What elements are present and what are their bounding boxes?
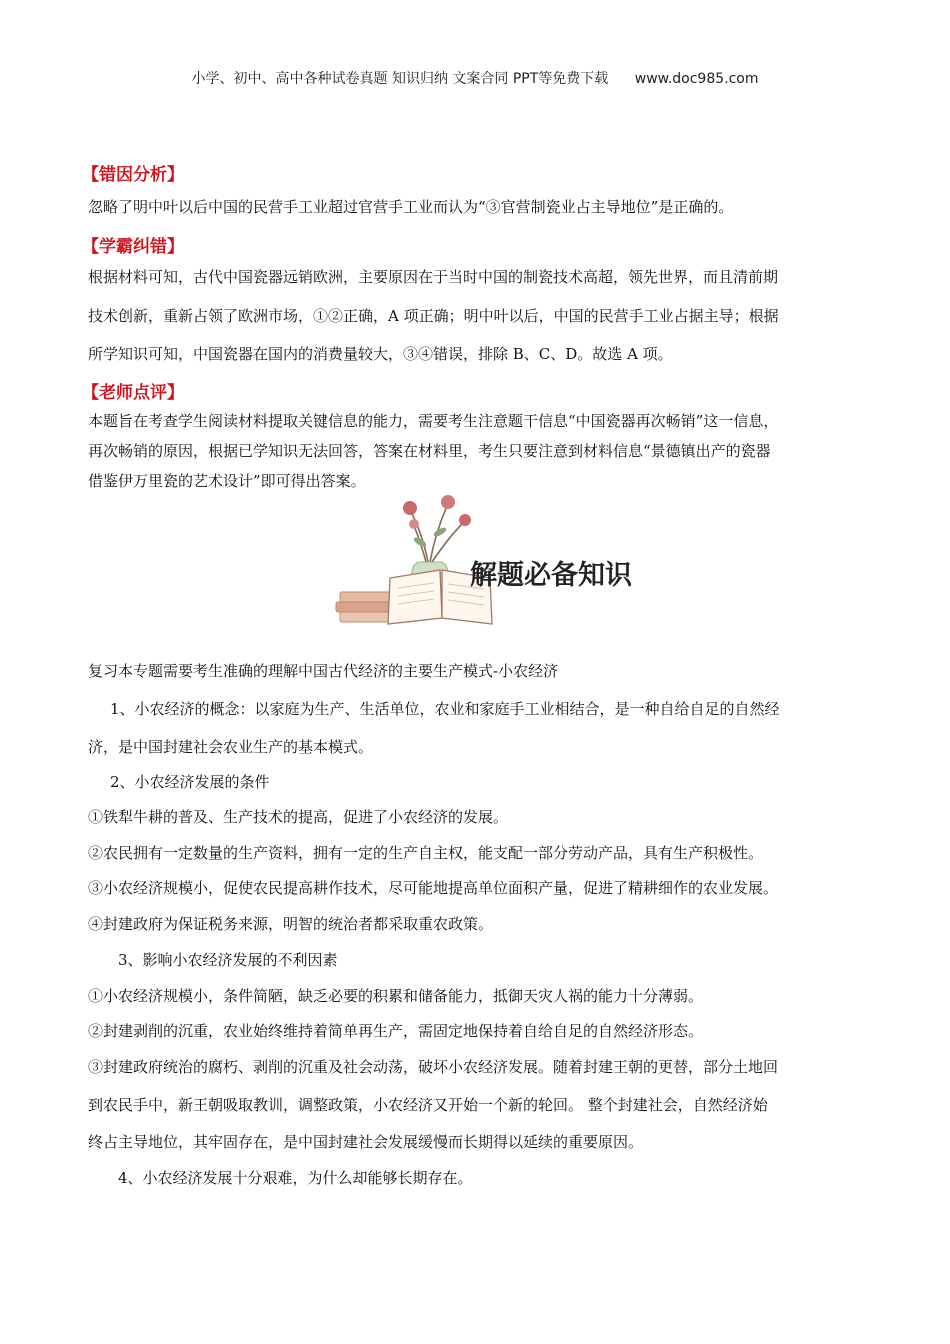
obstacles-item: 终占主导地位，其牢固存在，是中国封建社会发展缓慢而长期得以延续的重要原因。 [88, 1133, 644, 1151]
obstacles-item: ③封建政府统治的腐朽、剥削的沉重及社会动荡，破坏小农经济发展。随着封建王朝的更替，部分土地回 [88, 1058, 779, 1076]
banner-title: 解题必备知识 [470, 560, 632, 591]
obstacles-title: 3、影响小农经济发展的不利因素 [118, 951, 338, 969]
error-analysis-text: 忽略了明中叶以后中国的民营手工业超过官营手工业而认为“③官营制瓷业占主导地位”是正确的。 [88, 198, 734, 216]
conditions-title: 2、小农经济发展的条件 [110, 773, 270, 791]
conditions-item: ③小农经济规模小，促使农民提高耕作技术，尽可能地提高单位面积产量，促进了精耕细作的农业发展。 [88, 879, 779, 897]
flower-heads [403, 495, 471, 529]
obstacles-item: 到农民手中，新王朝吸取教训，调整政策，小农经济又开始一个新的轮回。 整个封建社会，自然经济始 [88, 1096, 768, 1114]
concept-line: 济，是中国封建社会农业生产的基本模式。 [88, 738, 374, 756]
conditions-item: ②农民拥有一定数量的生产资料，拥有一定的生产自主权，能支配一部分劳动产品，具有生产积极性。 [88, 844, 764, 862]
page-header [0, 68, 950, 88]
error-analysis-title: 【错因分析】 [82, 165, 184, 185]
teacher-comment-line: 再次畅销的原因，根据已学知识无法回答，答案在材料里，考生只要注意到材料信息“景德镇出产的瓷器 [88, 442, 771, 460]
header-url[interactable]: www.doc985.com [634, 71, 759, 87]
obstacles-item: ②封建剥削的沉重，农业始终维持着简单再生产，需固定地保持着自给自足的自然经济形态。 [88, 1022, 704, 1040]
header-text: 小学、初中、高中各种试卷真题 知识归纳 文案合同 PPT等免费下载 [191, 71, 609, 87]
persistence-title: 4、小农经济发展十分艰难，为什么却能够长期存在。 [118, 1169, 473, 1187]
obstacles-item: ①小农经济规模小，条件简陋，缺乏必要的积累和储备能力，抵御天灾人祸的能力十分薄弱。 [88, 987, 704, 1005]
teacher-comment-line: 借鉴伊万里瓷的艺术设计”即可得出答案。 [88, 472, 366, 490]
conditions-item: ④封建政府为保证税务来源，明智的统治者都采取重农政策。 [88, 915, 494, 933]
correction-line: 所学知识可知，中国瓷器在国内的消费量较大，③④错误，排除 B、C、D。故选 A 项。 [88, 345, 673, 363]
concept-line: 1、小农经济的概念：以家庭为生产、生活单位，农业和家庭手工业相结合，是一种自给自足的自然经 [110, 700, 780, 718]
conditions-item: ①铁犁牛耕的普及、生产技术的提高，促进了小农经济的发展。 [88, 808, 509, 826]
knowledge-intro: 复习本专题需要考生准确的理解中国古代经济的主要生产模式-小农经济 [88, 662, 559, 680]
correction-title: 【学霸纠错】 [82, 237, 184, 257]
teacher-comment-line: 本题旨在考查学生阅读材料提取关键信息的能力，需要考生注意题干信息“中国瓷器再次畅销”这一信息， [88, 412, 779, 430]
correction-line: 技术创新，重新占领了欧洲市场，①②正确，A 项正确；明中叶以后，中国的民营手工业占据主导；根据 [88, 307, 779, 325]
teacher-comment-title: 【老师点评】 [82, 383, 184, 403]
correction-line: 根据材料可知，古代中国瓷器远销欧洲，主要原因在于当时中国的制瓷技术高超，领先世界，而且清前期 [88, 268, 779, 286]
